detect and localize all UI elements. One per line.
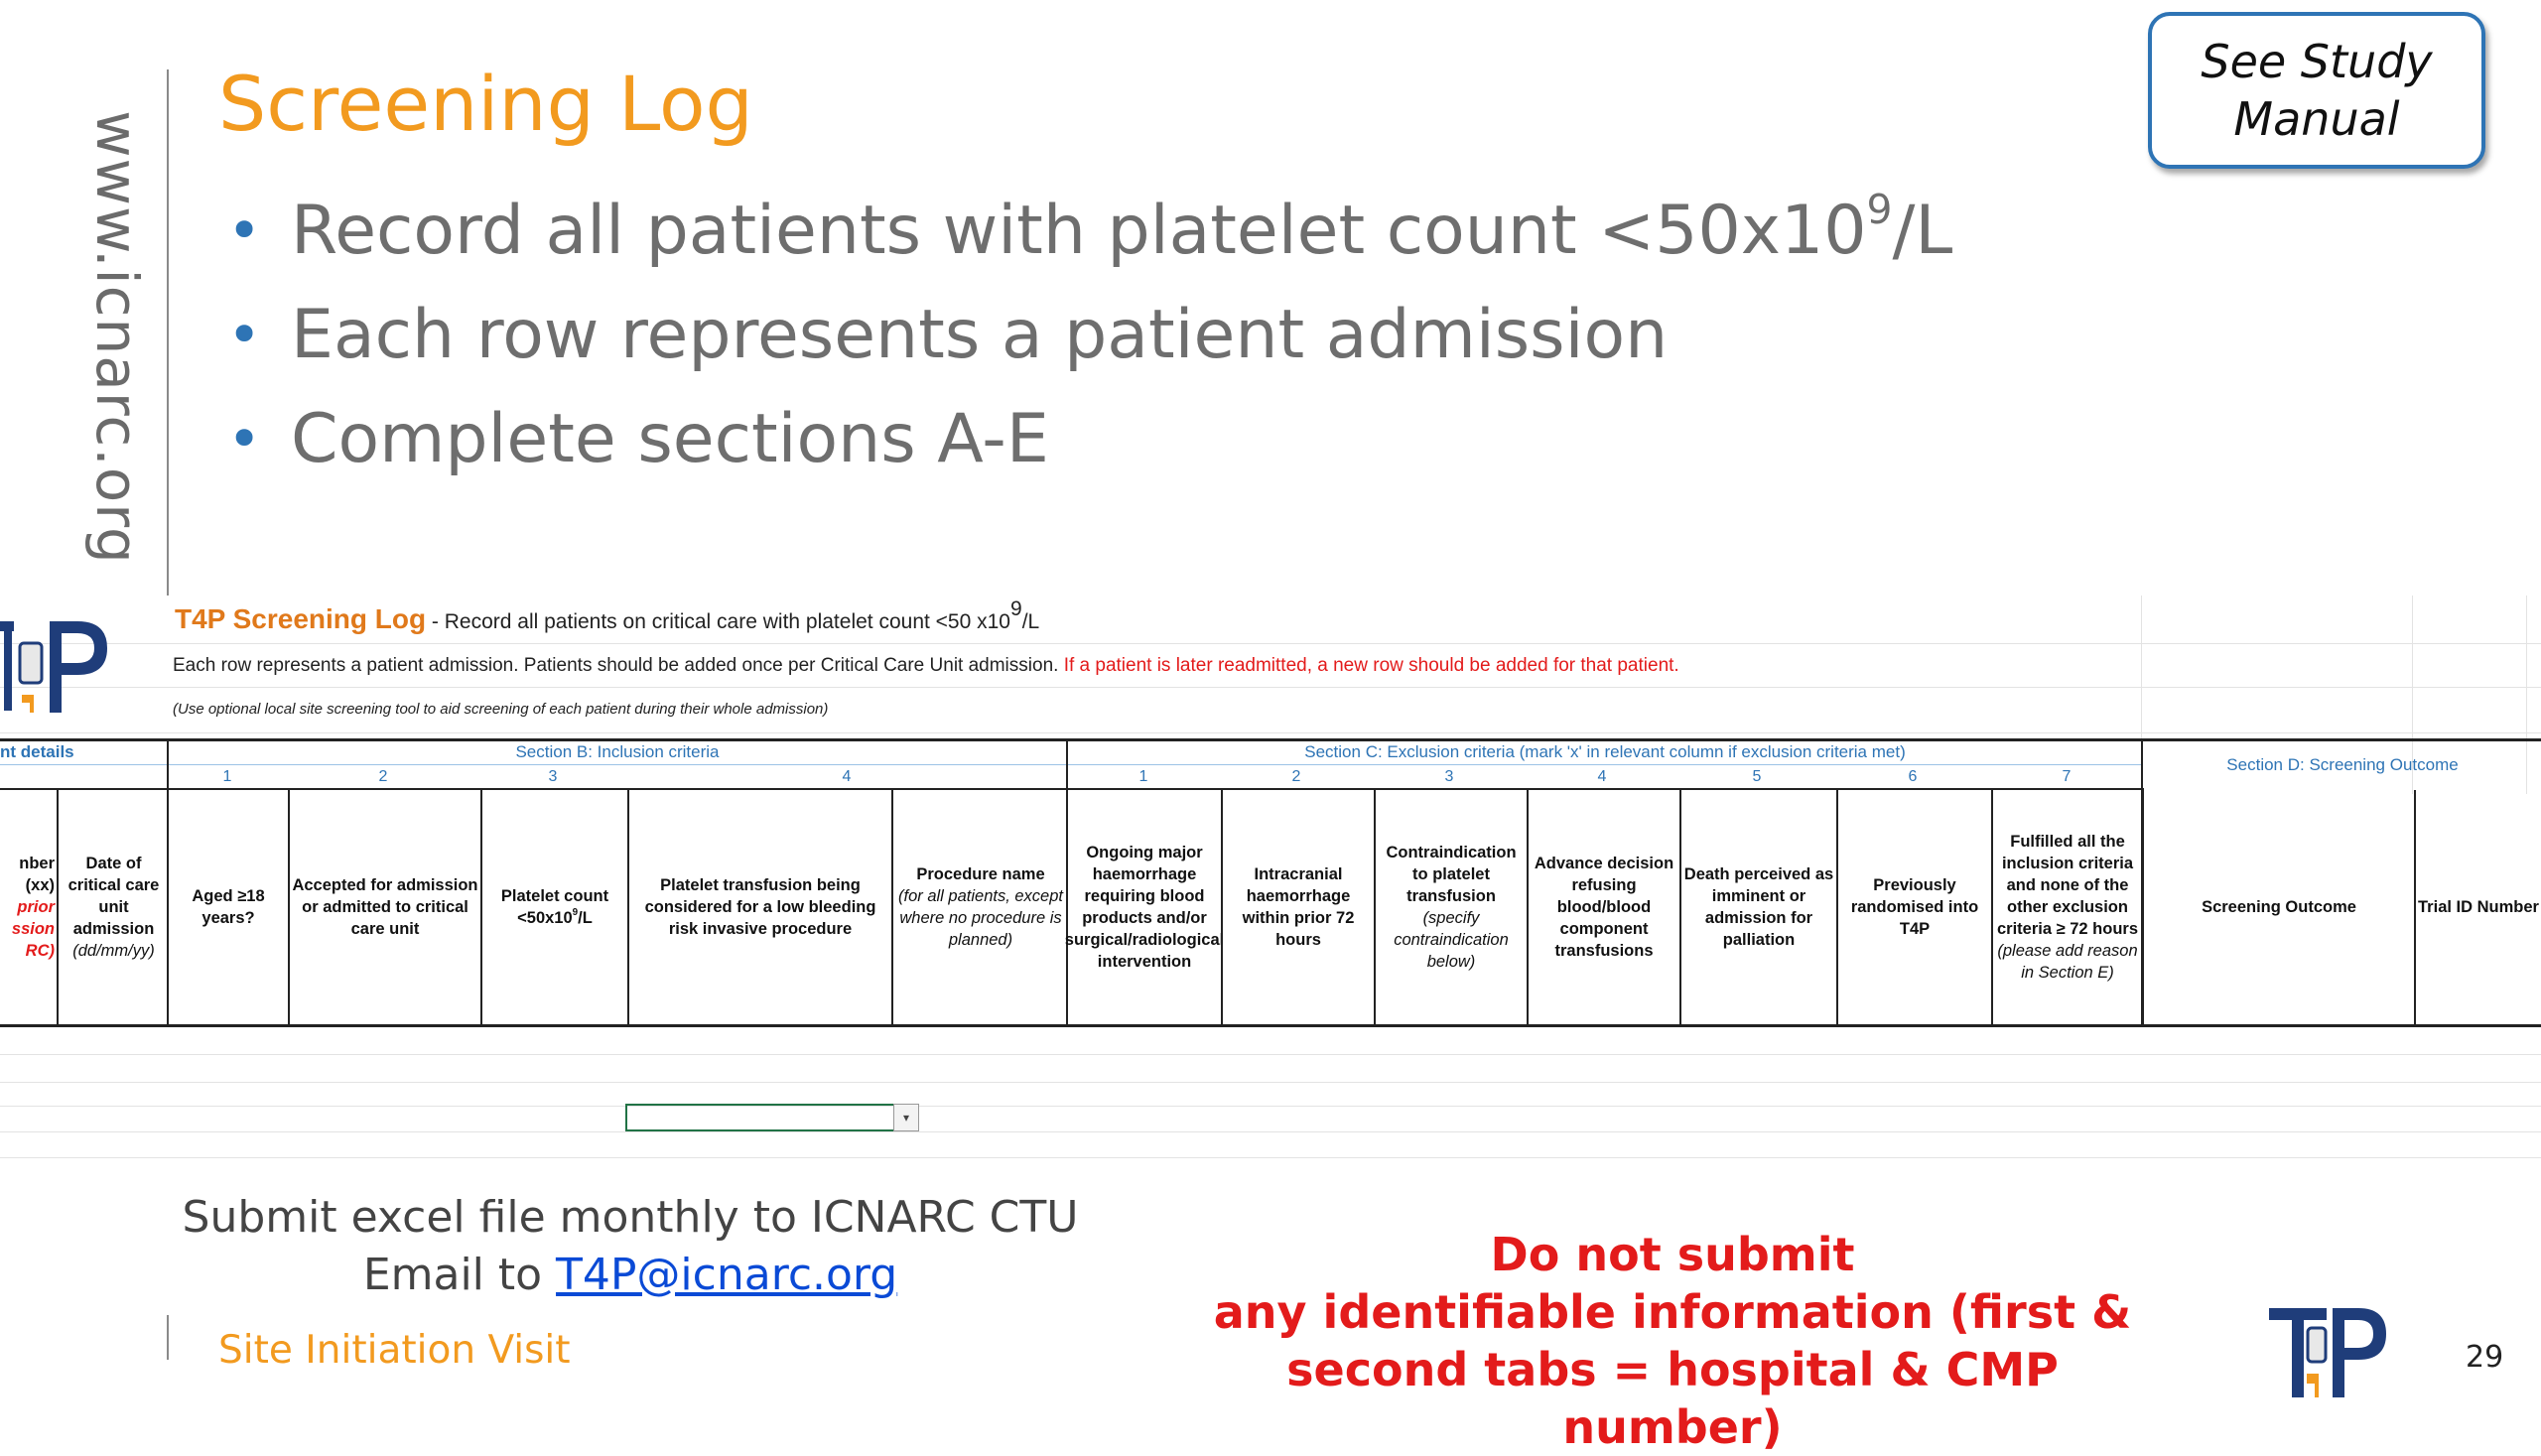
- bullet-item: • Each row represents a patient admission: [223, 283, 1952, 387]
- header-admission-date: Date of critical care unit admission (dd/mm/yy): [57, 790, 169, 1024]
- criteria-number: 2: [1291, 768, 1301, 785]
- header-procedure-name: Procedure name (for all patients, except where no procedure is planned): [891, 790, 1068, 1024]
- section-b-header: Section B: Inclusion criteria: [169, 740, 1066, 765]
- sheet-note: (Use optional local site screening tool to aid screening of each patient during their whole admission): [173, 701, 829, 718]
- header-trial-id: Trial ID Number: [2414, 790, 2541, 1024]
- header-intracranial-haemorrhage: Intracranial haemorrhage within prior 72 hours: [1221, 790, 1374, 1024]
- bullet-item: • Complete sections A-E: [223, 387, 1952, 491]
- bullet-dot-icon: •: [227, 197, 262, 264]
- email-link[interactable]: T4P@icnarc.org: [556, 1250, 898, 1300]
- submit-instructions: Submit excel file monthly to ICNARC CTU Email to T4P@icnarc.org: [182, 1192, 1079, 1300]
- header-study-number: nber (xx) prior ssion RC): [11, 855, 55, 960]
- slide-title: Screening Log: [218, 60, 753, 148]
- sheet-instructions: Each row represents a patient admission. Patients should be added once per Critical Care Unit admission. If a patient is later readmitted, a new row should be added for that patient.: [173, 655, 1679, 676]
- header-platelet-transfusion: Platelet transfusion being considered for a low bleeding risk invasive procedure: [627, 790, 891, 1024]
- bullet-dot-icon: •: [227, 301, 262, 368]
- header-advance-decision: Advance decision refusing blood/blood component transfusions: [1527, 790, 1679, 1024]
- sheet-title: T4P Screening Log - Record all patients on critical care with platelet count <50 $x10^9/L$: [175, 596, 1040, 634]
- bullet-dot-icon: •: [227, 405, 262, 472]
- header-aged-18: Aged ≥18 years?: [167, 790, 288, 1024]
- section-d-header: Section D: Screening Outcome: [2226, 755, 2459, 774]
- header-platelet-count: Platelet count $<50x10^9/L$: [480, 790, 627, 1024]
- header-accepted-admission: Accepted for admission or admitted to critical care unit: [288, 790, 480, 1024]
- see-study-manual-button[interactable]: See Study Manual: [2148, 12, 2485, 169]
- chevron-down-icon: ▾: [902, 1111, 910, 1125]
- header-previously-randomised: Previously randomised into T4P: [1836, 790, 1991, 1024]
- criteria-number: 3: [1444, 768, 1454, 785]
- criteria-number: 2: [378, 768, 388, 785]
- side-url: www.icnarc.org: [83, 110, 151, 565]
- section-a-header: nt details: [0, 740, 167, 765]
- criteria-number: 6: [1908, 768, 1918, 785]
- section-c-header: Section C: Exclusion criteria (mark 'x' in relevant column if exclusion criteria met): [1068, 740, 2142, 765]
- criteria-number: 3: [548, 768, 558, 785]
- screening-log-spreadsheet: [0, 596, 2541, 1181]
- criteria-number: 4: [842, 768, 852, 785]
- selected-cell[interactable]: [625, 1104, 895, 1131]
- dropdown-button[interactable]: [893, 1104, 919, 1131]
- footer-title: Site Initiation Visit: [218, 1328, 571, 1373]
- criteria-number: 7: [2062, 768, 2072, 785]
- header-contraindication: Contraindication to platelet transfusion (specify contraindication below): [1374, 790, 1527, 1024]
- criteria-number: 5: [1752, 768, 1762, 785]
- header-death-imminent: Death perceived as imminent or admission for palliation: [1679, 790, 1836, 1024]
- warning-text: Do not submit any identifiable information (first & second tabs = hospital & CMP number): [1213, 1228, 2132, 1454]
- divider-line: [167, 69, 169, 596]
- header-screening-outcome: Screening Outcome: [2142, 790, 2414, 1024]
- header-fulfilled-criteria: Fulfilled all the inclusion criteria and none of the other exclusion criteria ≥ 72 hours (please add reason in Section E): [1991, 790, 2142, 1024]
- criteria-number: 1: [222, 768, 232, 785]
- page-number: 29: [2466, 1340, 2504, 1375]
- header-major-haemorrhage: Ongoing major haemorrhage requiring blood products and/or surgical/radiological intervention: [1066, 790, 1221, 1024]
- criteria-number: 1: [1138, 768, 1148, 785]
- divider-line-footer: [167, 1315, 169, 1360]
- bullet-list: [223, 179, 1952, 491]
- criteria-number: 4: [1597, 768, 1607, 785]
- t4p-logo: [0, 609, 119, 724]
- t4p-footer-logo: [2261, 1298, 2390, 1407]
- bullet-item: • Record all patients with platelet count $<50x10^9/L$: [223, 179, 1952, 283]
